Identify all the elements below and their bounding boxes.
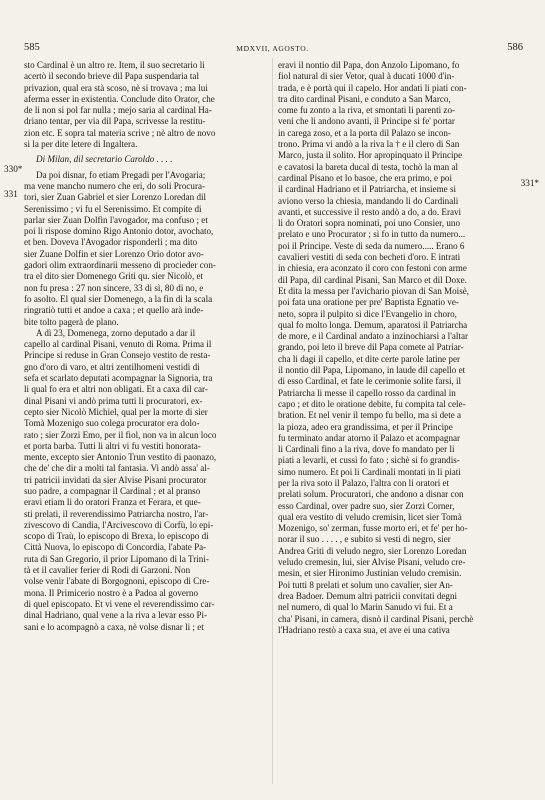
text-line: non fu presa : 27 non sincere, 33 di sì, 80 di no, e <box>24 282 204 293</box>
text-line: fu terminato andar atorno il Palazo et acompagnar <box>278 432 461 443</box>
text-line: neto, sopra il pulpito sì dice l'Evangelio in choro, <box>278 308 457 319</box>
text-line: li do Oratori sopra nominati, poi uno Consier, uno <box>278 218 460 229</box>
text-line: Mozenigo, so' zerman, fusse morto eri, et fe' per ho- <box>278 523 468 534</box>
text-line: qual era vestito di veludo cremisin, licet sier Tomà <box>278 511 462 522</box>
text-line: bite tolto pagerà de plano. <box>24 316 119 327</box>
text-line: Di Milan, dil secretario Caroldo . . . . <box>36 154 173 165</box>
text-line: ma vene mancho numero che eri, do soli Procura- <box>24 180 206 191</box>
text-line: Marco, justa il solito. Hor apropinquato il Principe <box>278 150 463 161</box>
text-line: in chiesia, era aconzato il coro con festoni con arme <box>278 263 467 274</box>
text-line: dinal Pisani vi andò prima tutti li procuratori, ex- <box>24 395 203 406</box>
text-line: bration. Et nel venir il tempo fu bello, ma si dete a <box>278 410 462 421</box>
text-line: ringratiò tutti et andoe a caxa ; et quello arà inde- <box>24 305 204 316</box>
text-line: Patriarcha li messe il capello rosso da cardinal in <box>278 387 456 398</box>
text-line: tri patricii invidati da sier Alvise Pisani procurator <box>24 474 207 485</box>
text-line: li qual fo era et altri non obligati. Et a caxa dil car- <box>24 384 208 395</box>
text-line: acertò il secondo brieve dil Papa suspendaria tal <box>24 71 199 82</box>
text-line: capo ; et dito le oratione debite, fu compita tal cele- <box>278 398 466 409</box>
text-line: privazion, qual era stà scoso, nè si trovava ; ma lui <box>24 82 208 93</box>
text-line: scopo di Traù, lo episcopo di Brexa, lo episcopo di <box>24 531 209 542</box>
text-line: cepto sier Nicolò Michiel, qual per la morte di sier <box>24 406 208 417</box>
text-line: Città Nuova, lo episcopo di Concordia, l'abate Pa- <box>24 542 207 553</box>
text-line: sier Zuane Dolfin et sier Lorenzo Orio dotor avo- <box>24 248 204 259</box>
text-line: Da poi disnar, fo etiam Pregadi per l'Avogaria; <box>36 169 206 180</box>
text-line: eravi il nontio dil Papa, don Anzolo Lipomano, fo <box>278 60 460 70</box>
text-line: li Cardinali fino a la riva, dove fo mandato per li <box>278 444 455 455</box>
text-line: per la riva soto il Palazo, l'altra con li oratori et <box>278 477 450 488</box>
text-line: piati a levarli, et cussì fo fato ; sichè si fo grandis- <box>278 455 460 466</box>
text-line: prelati solum. Procuratori, che andono a disnar con <box>278 489 464 500</box>
page-number-left: 585 <box>24 42 40 53</box>
text-line: si la per dite letere di Ingaltera. <box>24 139 138 150</box>
text-line: ruta di San Gregorio, il prior Lipomano di la Trini- <box>24 553 209 564</box>
text-line: nel numero, di qual lo Marin Sanudo vi fui. Et a <box>278 602 453 613</box>
right-text-column <box>278 60 523 636</box>
text-line: cavalieri vestiti di seda con becheti d'oro. E intrati <box>278 252 461 263</box>
text-line: tra dito cardinal Pisani, e conduto a San Marco, <box>278 93 451 104</box>
text-line: la pioza, adeo era grandissima, et per il Principe <box>278 421 453 432</box>
left-text-column <box>24 60 272 633</box>
text-line: Principe si reduse in Gran Consejo vestito de resta- <box>24 350 211 361</box>
text-line: zivescovo di Candia, l'Arcivescovo di Corfù, lo epi- <box>24 519 214 530</box>
column-gutter <box>272 58 273 784</box>
text-line: Tomà Mozenigo suo colega procurator era dolo- <box>24 418 200 429</box>
text-line: Poi tutti 8 prelati et solum uno cavalier, sier An- <box>278 579 453 590</box>
text-line: capello al cardinal Pisani, venuto di Roma. Prima il <box>24 339 212 350</box>
text-line: zion etc. E sopra tal materia scrive ; nè altro de novo <box>24 127 216 138</box>
text-line: fo asolto. El qual sier Domenego, a la fin di la scala <box>24 293 213 304</box>
text-line: qual fo molto longa. Demum, aparatosi il Patriarcha <box>278 319 468 330</box>
text-line: tori, sier Zuan Gabriel et sier Lorenzo Loredan dil <box>24 192 207 203</box>
running-head: MDXVII, AGOSTO. <box>236 44 309 53</box>
text-line: simo numero. Et poi li Cardinali montati in li piati <box>278 466 461 477</box>
text-line: gadori olim extraordinarii messeno di procieder con- <box>24 260 216 271</box>
text-line: sefa et scarlato deputati acompagnar la Signoria, tra <box>24 373 213 384</box>
text-line: gno d'oro di varo, et altri zentilhomeni vestidi di <box>24 361 200 372</box>
text-line: dil Papa, dil cardinal Pisani, San Marco et dil Doxe. <box>278 274 467 285</box>
text-line: de more, e il Cardinal andato a inzinochiarsi a l'altar <box>278 331 469 342</box>
text-line: Andrea Griti di veludo negro, sier Lorenzo Loredan <box>278 545 467 556</box>
text-line: cha li dagi il capello, et dite certe parole latine per <box>278 353 461 364</box>
text-line: rato ; sier Zorzi Emo, per il fiol, non va in alcun loco <box>24 429 217 440</box>
text-line: mona. Il Primicerio nostro è a Padoa al governo <box>24 587 198 598</box>
text-line: driano tentar, per via dil Papa, scrivesse la restitu- <box>24 116 206 127</box>
text-line: in carega zoso, et a la porta dil Palazo se incon- <box>278 127 451 138</box>
text-line: cha' Pisani, in camera, disnò il cardinal Pisani, perchè <box>278 613 474 624</box>
text-line: et porta barba. Tutti li altri vi fu vestiti honorata- <box>24 440 201 451</box>
text-line: cardinal Pisano et lo basoe, che era primo, e poi <box>278 172 452 183</box>
text-line: et ben. Doveva l'Avogador risponderli ; ma dito <box>24 237 198 248</box>
text-line: tà et il cavalier ferier di Rodi di Garzoni. Non <box>24 565 191 576</box>
text-line: mente, excepto sier Antonio Trun vestito di paonazo, <box>24 452 217 463</box>
text-line: che de' che dir a molti tal fantasia. Vi andò assa' al- <box>24 463 210 474</box>
margin-note-331-right: 331* <box>520 178 539 188</box>
text-line: suo padre, a compagnar il Cardinal ; et al pranso <box>24 485 201 496</box>
text-line: eravi etiam li do oratori Franza et Ferara, et que- <box>24 497 201 508</box>
text-line: de li non si pol far nulla ; mejo saria al cardinal Ha- <box>24 105 212 116</box>
text-line: Et dita la messa per l'avichario piovan di San Moisè, <box>278 285 470 296</box>
text-line: veludo cremesin, lui, sier Alvise Pisani, veludo cre- <box>278 557 466 568</box>
text-line: poi li rispose domino Rigo Antonio dotor, avochato, <box>24 226 214 237</box>
text-line: e cavatosi la bareta ducal di testa, tochò la man al <box>278 161 459 172</box>
text-line: volse venir l'abate di Borgognoni, episcopo di Cre- <box>24 576 210 587</box>
margin-note-330: 330* <box>4 164 23 174</box>
text-line: mesin, et sier Hironimo Justinian veludo cremisin. <box>278 568 462 579</box>
text-line: esso Cardinal, over padre suo, sier Zorzi Corner, <box>278 500 455 511</box>
margin-note-331-left: 331 <box>4 189 18 199</box>
text-line: norar il suo . . . . , e subito si vesti di negro, sier <box>278 534 451 545</box>
text-line: grando, poi leto il breve dil Papa comete al Patriar- <box>278 342 464 353</box>
text-line: drea Badoer. Demum altri patricii convitati degni <box>278 590 458 601</box>
text-line: di quel episcopato. Et vi vene el reverendissimo car- <box>24 598 215 609</box>
text-line: veni che li andono avanti, il Principe si fe' portar <box>278 116 455 127</box>
text-line: poi fata una oratione per pre' Baptista Egnatio ve- <box>278 297 459 308</box>
text-line: il cardinal Hadriano et il Patriarcha, et insieme si <box>278 184 457 195</box>
text-line: aferma esser in existentia. Conclude dito Orator, che <box>24 93 215 104</box>
text-line: prelato e uno Procurator ; sì fo in tutto da numero... <box>278 229 466 240</box>
text-line: come fu zonto a la riva, et smontati li parenti zo- <box>278 105 456 116</box>
text-line: A dì 23, Domenega, zorno deputado a dar il <box>36 327 196 338</box>
text-line: aviono verso la chiesia, mandando li do Cardinali <box>278 195 459 206</box>
text-line: tra el dito sier Domenego Griti qu. sier Nicolò, et <box>24 271 204 282</box>
text-line: fiol natural di sier Vetor, qual à ducati 1000 d'in- <box>278 71 455 82</box>
text-line: trono. Prima vi andò a la riva la † e il clero di San <box>278 139 460 150</box>
text-line: trada, e è portà qui il capelo. Hor andati li piati con- <box>278 82 467 93</box>
text-line: sani e lo acompagnò a caxa, nè volse disnar li ; et <box>24 621 204 632</box>
text-line: di esso Cardinal, et fate le cerimonie solite farsi, il <box>278 376 462 387</box>
text-line: avanti, et successive il resto andò a do, a do. Eravi <box>278 206 462 217</box>
text-line: il nontio dil Papa, Lipomano, in laude dil capello et <box>278 365 466 376</box>
text-line: Serenissimo ; vi fu el Serenissimo. Et compite di <box>24 203 202 214</box>
text-line: parlar sier Zuan Dolfin l'avogador, ma confuso ; et <box>24 214 208 225</box>
text-line: sto Cardinal è un altro re. Item, il suo secretario li <box>24 60 205 70</box>
text-line: dinal Hadriano, qual vene a la riva a levar esso Pi- <box>24 610 208 621</box>
text-line: poi il Principe. Veste di seda da numero..... Erano 6 <box>278 240 465 251</box>
text-line: l'Hadriano restò a caxa sua, et ave ei una cativa <box>278 624 450 635</box>
text-line: sti prelati, il reverendissimo Patriarcha nostro, l'ar- <box>24 508 209 519</box>
page-number-right: 586 <box>507 42 523 53</box>
